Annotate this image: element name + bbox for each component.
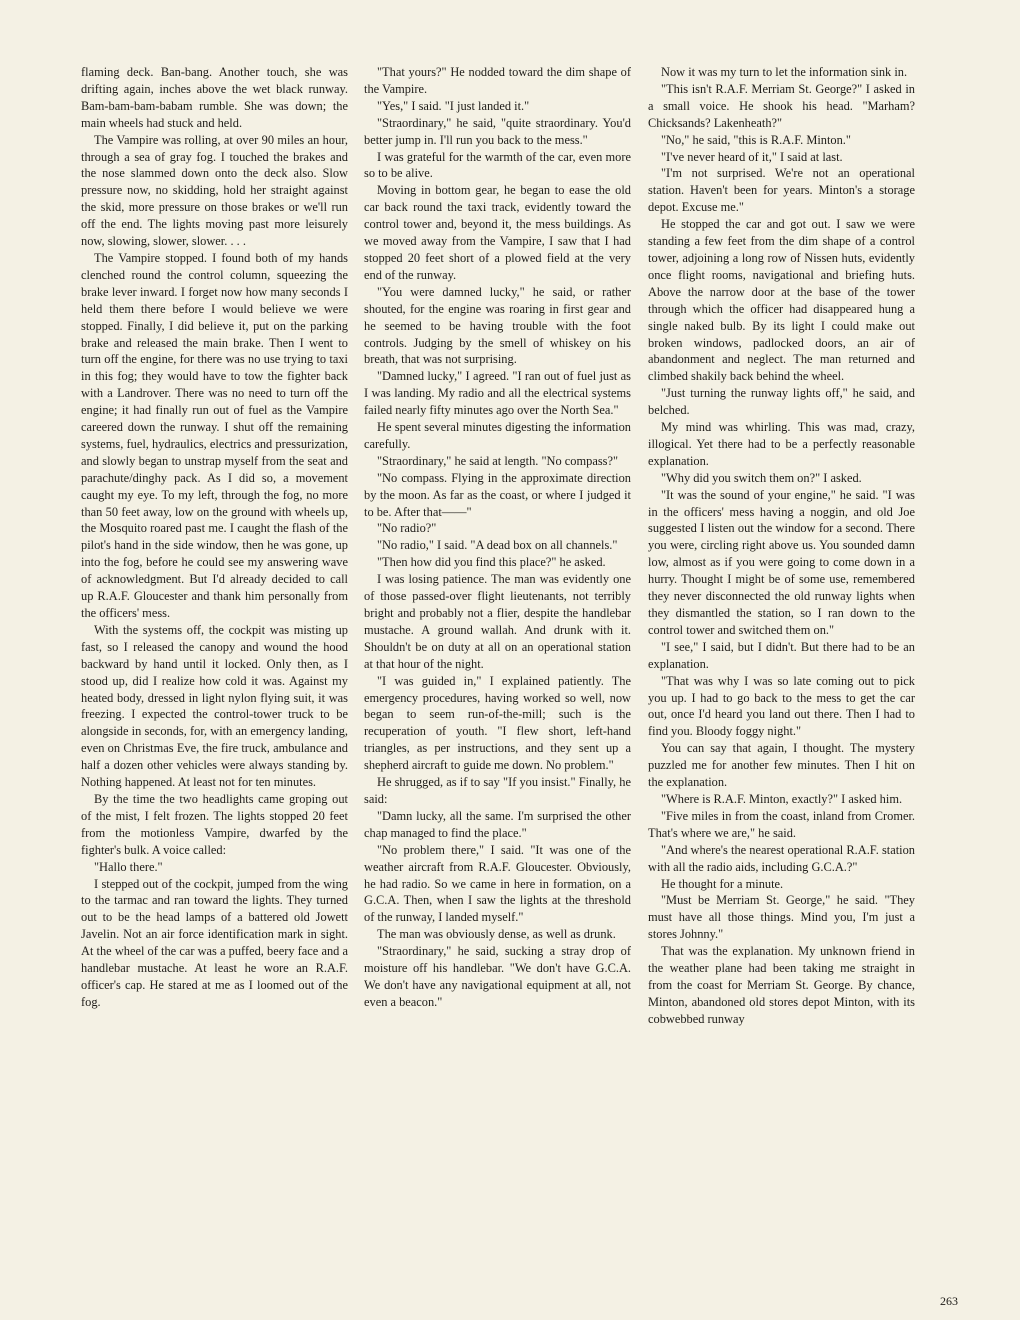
paragraph: "Five miles in from the coast, inland from Cromer. That's where we are," he said. [648,808,915,840]
paragraph: "Damn lucky, all the same. I'm surprised the other chap managed to find the place." [364,808,631,840]
paragraph: He stopped the car and got out. I saw we were standing a few feet from the dim shape of a control tower, adjoining a long row of Nissen huts, evidently once flight rooms, navigational and briefing huts. Above the narrow door at the base of the tower through which the officer had disappeared hung a single naked bulb. By its light I could make out broken windows, padlocked doors, an air of abandonment and neglect. The man returned and climbed shakily back behind the wheel. [648,217,915,384]
paragraph: That was the explanation. My unknown friend in the weather plane had been taking me straight in from the coast for Merriam St. George. By chance, Minton, abandoned old stores depot Minton, with its cobwebbed runway [648,944,915,1026]
paragraph: "That was why I was so late coming out to pick you up. I had to go back to the mess to get the car out, once I'd heard you land out there. Then I had to find you. Bloody foggy night." [648,673,915,739]
paragraph: He shrugged, as if to say "If you insist." Finally, he said: [364,775,631,806]
paragraph: "No problem there," I said. "It was one of the weather aircraft from R.A.F. Gloucester. Obviously, he had radio. So we came in here in formation, on a G.C.A. Then, when I saw the lights at the threshold of the runway, I landed myself." [364,842,631,925]
paragraph: "No compass. Flying in the approximate direction by the moon. As far as the coast, or where I judged it to be. After that——" [364,470,631,519]
paragraph: "Straordinary," he said, "quite straordinary. You'd better jump in. I'll run you back to the mess." [364,115,631,147]
paragraph: "No," he said, "this is R.A.F. Minton." [661,132,851,147]
paragraph: With the systems off, the cockpit was misting up fast, so I released the canopy and wound the hood backward by hand until it locked. Only then, as I stood up, did I realize how cold it was. Against my heated body, dressed in light nylon flying suit, it was freezing. I expected the control-tower truck to be alongside in seconds, for, with an emergency landing, even on Christmas Eve, the fire truck, ambulance and half a dozen other vehicles were always standing by. Nothing happened. At least not for ten minutes. [81,622,348,790]
paragraph: I was losing patience. The man was evidently one of those passed-over flight lieutenants, not terribly bright and probably not a flier, despite the handlebar mustache. A ground wallah. And drunk with it. Shouldn't be on duty at all on an operational station at that hour of the night. [364,572,631,671]
paragraph: "And where's the nearest operational R.A.F. station with all the radio aids, including G.C.A.?" [648,842,915,874]
paragraph: "It was the sound of your engine," he said. "I was in the officers' mess having a noggin, and old Joe suggested I listen out the window for a second. There you were, circling right above us. You sounded damn low, almost as if you were going to come down in a hurry. Thought I might be of some use, remembered they never disconnected the old runway lights when they dismantled the station, so I ran down to the control tower and switched them on." [648,487,915,637]
paragraph: "Why did you switch them on?" I asked. [661,470,862,485]
paragraph: By the time the two headlights came groping out of the mist, I felt frozen. The lights stopped 20 feet from the motionless Vampire, dwarfed by the fighter's bulk. A voice called: [81,791,348,857]
paragraph: "Must be Merriam St. George," he said. "They must have all those things. Mind you, I'm just a stores Johnny." [648,893,915,942]
paragraph: "Then how did you find this place?" he asked. [377,555,606,570]
paragraph: "That yours?" He nodded toward the dim shape of the Vampire. [364,65,631,96]
paragraph: The Vampire was rolling, at over 90 miles an hour, through a sea of gray fog. I touched the brakes and the nose slammed down onto the deck also. Slow pressure now, no skidding, hold her straight against the skid, more pressure on those brakes or we'll run off the end. The lights moving past more leisurely now, slowing, slower, slower. . . . [81,132,348,249]
text-column-3 [648,64,915,1028]
paragraph: You can say that again, I thought. The mystery puzzled me for another few minutes. Then I hit on the explanation. [648,741,915,790]
paragraph: The Vampire stopped. I found both of my hands clenched round the control column, squeezing the brake lever inward. I forget now how many seconds I held them there before I would believe we were stopped. Finally, I did believe it, put on the parking brake and released the main brake. Then I went to turn off the engine, for there was no use trying to taxi in this fog; they would have to tow the fighter back with a Landrover. There was no need to turn off the engine; it had finally run out of fuel as the Vampire careered down the runway. I shut off the remaining systems, fuel, hydraulics, electrics and pressurization, and slowly began to unstrap myself from the seat and parachute/dinghy pack. As I did so, a movement caught my eye. To my left, through the fog, no more than 50 feet away, low on the ground with wheels up, the Mosquito roared past me. I caught the flash of the pilot's hand in the side window, then he was gone, up into the fog, before he could see my answering wave of acknowledgment. But I'd already decided to call up R.A.F. Gloucester and thank him personally from the officers' mess. [81,250,348,620]
paragraph: "Hallo there." [94,859,163,874]
paragraph: "I see," I said, but I didn't. But there had to be an explanation. [648,639,915,671]
paragraph: The man was obviously dense, as well as drunk. [377,927,616,942]
paragraph: "Where is R.A.F. Minton, exactly?" I asked him. [661,791,903,806]
paragraph: My mind was whirling. This was mad, crazy, illogical. Yet there had to be a perfectly reasonable explanation. [648,420,915,468]
paragraph: "I've never heard of it," I said at last. [661,149,843,164]
paragraph: "Yes," I said. "I just landed it." [377,98,530,113]
text-column-2 [364,64,631,1011]
page-number: 263 [940,1294,958,1308]
paragraph: I stepped out of the cockpit, jumped from the wing to the tarmac and ran toward the lights. They turned out to be the head lamps of a battered old Jowett Javelin. Not an air force identification mark in sight. At the wheel of the car was a puffed, beery face and a handlebar mustache. At least he wore an R.A.F. officer's cap. He stared at me as I loomed out of the fog. [81,876,348,1009]
paragraph: "Damned lucky," I agreed. "I ran out of fuel just as I was landing. My radio and all the electrical systems failed nearly fifty minutes ago over the North Sea." [364,369,631,418]
paragraph: "Straordinary," he said, sucking a stray drop of moisture off his handlebar. "We don't have G.C.A. We don't have any navigational equipment at all, not even a beacon." [364,944,631,1009]
paragraph: "You were damned lucky," he said, or rather shouted, for the engine was roaring in first gear and he seemed to be having trouble with the foot controls. Judging by the smell of whiskey on his breath, that was not surprising. [364,284,631,367]
paragraph: Now it was my turn to let the information sink in. [661,65,908,79]
paragraph: Moving in bottom gear, he began to ease the old car back round the taxi track, evidently toward the control tower and, beyond it, the mess buildings. As we moved away from the Vampire, I saw that I had stopped 20 feet short of a plowed field at the very end of the runway. [364,183,631,282]
paragraph: "This isn't R.A.F. Merriam St. George?" I asked in a small voice. He shook his head. "Marham? Chicksands? Lakenheath?" [648,81,915,130]
paragraph: "Straordinary," he said at length. "No compass?" [377,453,619,468]
paragraph: "I was guided in," I explained patiently. The emergency procedures, having worked so well, now began to seem run-of-the-mill; such is the recuperation of youth. "I flew short, left-hand triangles, as per instructions, and they sent up a shepherd aircraft to guide me down. No problem." [364,673,631,773]
paragraph: He thought for a minute. [661,876,784,891]
paragraph: "I'm not surprised. We're not an operational station. Haven't been for years. Minton's a storage depot. Excuse me." [648,166,915,215]
paragraph: "Just turning the runway lights off," he said, and belched. [648,386,915,418]
paragraph: "No radio," I said. "A dead box on all channels." [377,538,618,553]
paragraph: "No radio?" [377,521,437,536]
paragraph: flaming deck. Ban-bang. Another touch, she was drifting again, inches above the wet black runway. Bam-bam-bam-babam rumble. She was down; the main wheels had stuck and held. [81,65,348,130]
paragraph: I was grateful for the warmth of the car, even more so to be alive. [364,149,631,181]
text-column-1 [81,64,348,1011]
paragraph: He spent several minutes digesting the information carefully. [364,420,631,451]
